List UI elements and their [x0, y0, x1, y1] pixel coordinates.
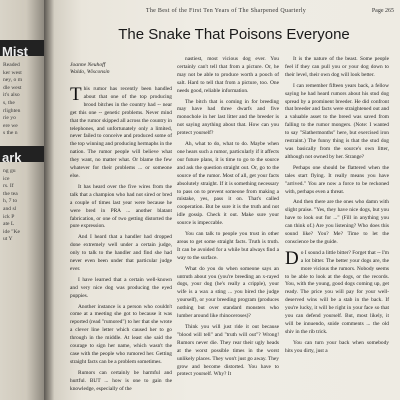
- paragraph-text: I can remember fifteen years back, a fellow saying he had heard rumors about his stud dog spread by a prominent breeder. He did confront that breeder and facts were straightened out and a valuable asset to the breed was saved from falling to the rumor mongers. (Note: I wanted to say "Slathermonths" here, but exercised iron restraint.) The funny thing is that the stud dog was basically from the source's own litter, although not owned by her. Strange?: [285, 82, 389, 160]
- paragraph-text: And then there are the ones who damn with slight praise. "Yes, they have nice dogs, but you have to look out for ..." (Fill in anything you can think of.) Are you listening? Who does this sound like? You? Me? Time to let the conscience be the guide.: [285, 199, 389, 245]
- paragraph-text: It has heard over the five wires from the talk that a champion who had not sired or bred a couple of times last year were because he were bred in PRA ... another blatant fabrication, or one of two getting distorted the pure expression.: [70, 183, 172, 230]
- paragraph: [70, 277, 172, 301]
- facing-page-line: ick P: [3, 213, 15, 220]
- paragraph-text: It is the nature of the beast. Some people feel if they can pull you or your dog down to their level, their own dog will look better.: [285, 56, 389, 78]
- byline: [70, 62, 172, 76]
- paragraph: [285, 247, 389, 337]
- facing-page-line: dle west: [3, 84, 22, 91]
- paragraph: [70, 304, 172, 367]
- paragraph: [177, 324, 279, 379]
- facing-page-heading: Mist: [2, 44, 28, 59]
- facing-page: [0, 0, 44, 400]
- paragraph-text: I have learned that a certain well-known and very nice dog was producing the eyed puppies.: [70, 276, 172, 299]
- paragraph: [70, 370, 172, 394]
- paragraph: [177, 99, 279, 139]
- facing-page-line: ut Y: [3, 236, 13, 243]
- facing-page-line: rie yo: [3, 115, 16, 122]
- article-title: The Snake That Poisons Everyone: [118, 26, 350, 43]
- page-number: Page 265: [371, 8, 394, 14]
- paragraph-text: You can turn your back when somebody hits you dirty, just a: [285, 339, 389, 354]
- author-location: Waldo, Wisconsin: [70, 69, 110, 75]
- author-name: Joanne Neuhoff: [70, 62, 106, 68]
- paragraph: [285, 165, 389, 197]
- facing-page-line: rs. If: [3, 183, 14, 190]
- facing-page-line: Readed: [3, 62, 20, 68]
- article-column-2: [177, 56, 279, 382]
- paragraph-text: Ah, what to do, what to do. Maybe when one hears such a rumor, particularly if it affects our future plans, it is time to go to the source and ask the question straight out. Or, go to the source of the rumor. Most of all, get your facts absolutely straight. If it is something necessary to pass on to prevent someone from making a mistake, yes, pass it on. That's called cooperation. But be sure it is the truth and not idle gossip. Check it out. Make sure your source is impeccable.: [177, 141, 279, 227]
- paragraph-text: You can talk to people you trust in other areas to get some straight facts. Truth is truth. It can be avoided for a while but always find a way to the surface.: [177, 231, 279, 261]
- paragraph: [285, 199, 389, 246]
- paragraph: [70, 86, 172, 181]
- paragraph-text: What do you do when someone says an untruth about you (you're breeding an x-rayed dogs, your dog (he's really a cripple), your wife is a wax a sting ... you bired the judge yourself), or your breeding program (produces nothing but over standard monsters who lumber around like rhinoceroses)?: [177, 265, 279, 320]
- facing-page-heading: ark: [2, 150, 22, 165]
- paragraph-text: And I heard that a handler had dropped done extremely well under a certain judge, only to talk to the handler and find she had never even been under that particular judge ever.: [70, 234, 172, 272]
- paragraph-text: nastiest, most vicious dog ever. You certainly can't tell that from a picture. Or, he may not be able to produce worth a pooch of salt. Hard to tell that from a picture, too. One needs good, reliable information.: [177, 56, 279, 94]
- paragraph: [70, 234, 172, 274]
- column-body: [70, 86, 172, 394]
- facing-page-line: ere we: [3, 122, 18, 129]
- paragraph-text: Another instance is a person who couldn't come at a meeting she got to because it was reported (read "rumored") to her that she wrote a clever line letter which caused her to go through in the middle. At least she said the courage to sign her name, which wasn't the case with the people who rumored her. Getting straight facts can be a problem sometimes.: [70, 303, 172, 365]
- facing-page-text: [3, 62, 42, 138]
- facing-page-line: ng gu: [3, 168, 16, 174]
- facing-page-line: rlighten: [3, 107, 21, 114]
- column-body: [177, 56, 279, 379]
- paragraph-text: his rumor has recently been handled about that one of the top producing brood bitches in the country had -- near get this one -- genetic problems. Never mind that the rumor skipped all across the country in telephones, and unfortunately only a limited, never failed to conceive and produced some of the top winning and producing hermaphs in the nation. The rumor people will believe what they want, no matter what. Or blame the few whatever for their problems ... or someone else.: [70, 86, 172, 179]
- facing-page-line: s, the: [3, 99, 15, 106]
- paragraph: [177, 231, 279, 263]
- facing-page-line: h, 7 to: [3, 198, 18, 205]
- facing-page-line: it's also: [3, 92, 20, 99]
- facing-page-line: s the n: [3, 130, 18, 137]
- paragraph-text: o I sound a little bitter? Forget that -- I'm a lot bitter. The better your dogs are, the more vicious the rumors. Nobody seems to be able to look at the dogs, or the records. You, with the young, good dogs coming up, get ready. The price you will pay for your well-deserved wins will be a stab in the back. If you're lucky, it will be right in your face so that you can defend yourself. But, most likely, it will be innuendo, snide comments ... the old shiv in the rib trick.: [285, 249, 389, 335]
- drop-cap: D: [285, 247, 299, 269]
- article-page: [54, 0, 400, 400]
- running-head: The Best of the First Ten Years of The Sharpened Quarterly: [145, 8, 307, 14]
- facing-page-line: ker west: [3, 69, 22, 76]
- paragraph: [285, 340, 389, 356]
- paragraph: [285, 56, 389, 80]
- paragraph: [285, 83, 389, 162]
- paragraph-text: Perhaps one should be flattered when the tales start flying. It really means you have "arrived." You are now a force to be reckoned with, perhaps even a threat.: [285, 164, 389, 195]
- facing-page-line: the tea: [3, 190, 18, 197]
- paragraph: [177, 56, 279, 96]
- article-column-1: [70, 62, 172, 397]
- article-column-3: [285, 56, 389, 359]
- paragraph: [70, 184, 172, 231]
- drop-cap: T: [70, 84, 82, 105]
- paragraph: [177, 266, 279, 321]
- paragraph-text: The bitch that is coming in for breeding may have had three dwarfs and five monochole in her last litter and the breeder is not saying anything about that. How can you protect yourself?: [177, 98, 279, 137]
- facing-page-line: ney, o m: [3, 77, 23, 84]
- paragraph-text: Rumors can certainly be harmful and hurtful. BUT ... how is one to gain the knowledge, especially of the: [70, 369, 172, 392]
- facing-page-text: [3, 168, 42, 244]
- facing-page-line: ate L: [3, 221, 15, 228]
- paragraph-text: Think you will just ride it out because "blood will tell" and "truth will out"? Wrong! Rumors never die. They rear their ugly heads at the worst possible times in the worst unlikely places. They won't just go away. They grow and become distorted. You have to protect yourself. Why? It: [177, 324, 279, 378]
- facing-page-line: ide "Ke: [3, 228, 21, 235]
- paragraph: [177, 141, 279, 228]
- column-body: [285, 56, 389, 356]
- facing-page-line: ice: [3, 175, 10, 182]
- book-gutter: [44, 0, 54, 400]
- facing-page-line: and sl: [3, 205, 17, 212]
